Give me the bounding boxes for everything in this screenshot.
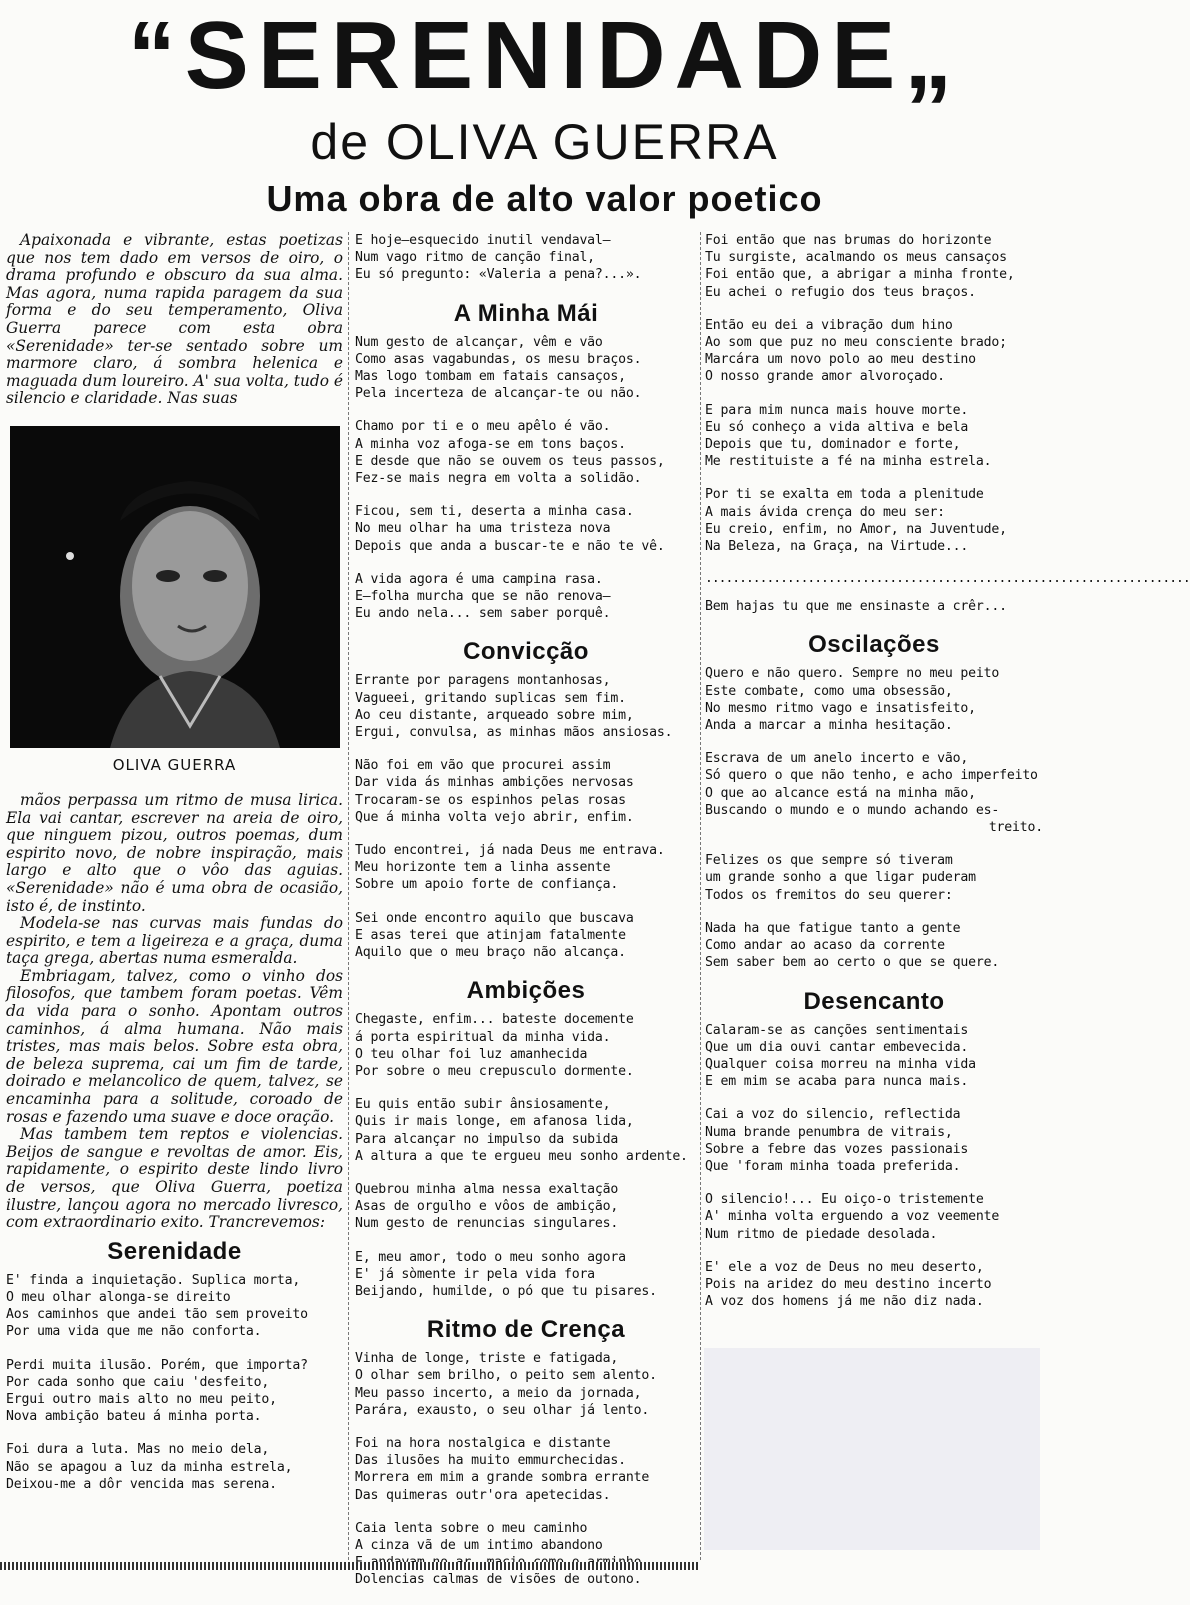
stanza	[705, 920, 1043, 972]
stanza	[705, 402, 1043, 471]
poem-line: E' ele a voz de Deus no meu deserto,	[705, 1259, 984, 1275]
poem-line: E asas terei que atinjam fatalmente	[355, 927, 626, 943]
intro-paragraph: Modela-se nas curvas mais fundas do espirito, e tem a ligeireza e a graça, duma taça grega, abertas numa esmeralda.	[6, 914, 343, 968]
poem-line: Não se apagou a luz da minha estrela,	[6, 1459, 293, 1475]
bottom-border	[0, 1562, 700, 1570]
poem-line: O silencio!... Eu oiço-o tristemente	[705, 1192, 984, 1208]
poem-line: Por sobre o meu crepusculo dormente.	[355, 1063, 634, 1079]
stanza	[705, 1259, 1043, 1311]
poem-line: O olhar sem brilho, o peito sem alento.	[355, 1368, 657, 1384]
poem-line: Meu horizonte tem a linha assente	[355, 860, 611, 876]
poem-line: A vida agora é uma campina rasa.	[355, 571, 603, 587]
poem-line: A' minha volta erguendo a voz veemente	[705, 1209, 1000, 1225]
poem-line: Todos os fremitos do seu querer:	[705, 887, 953, 903]
poem-line: Escrava de um anelo incerto e vão,	[705, 751, 969, 767]
stanza	[355, 503, 697, 555]
poem-line: Foi na hora nostalgica e distante	[355, 1435, 611, 1451]
stanza	[355, 1181, 697, 1233]
poem-line: Vagueei, gritando suplicas sem fim.	[355, 690, 626, 706]
poem-line: Numa brande penumbra de vitrais,	[705, 1124, 953, 1140]
stanza	[6, 1272, 343, 1341]
poem-line: Eu achei o refugio dos teus braços.	[705, 284, 976, 300]
poem-line: Sem saber bem ao certo o que se quere.	[705, 955, 1000, 971]
poem-line: Aquilo que o meu braço não alcança.	[355, 945, 626, 961]
stanza	[355, 842, 697, 894]
stanza	[705, 852, 1043, 904]
poem-line: A cinza vã de um intimo abandono	[355, 1537, 603, 1553]
poem-line: Aos caminhos que andei tão sem proveito	[6, 1307, 308, 1323]
poem-title: Desencanto	[803, 987, 945, 1015]
poem-line: Eu quis então subir ânsiosamente,	[355, 1097, 611, 1113]
poem-line: A altura a que te ergueu meu sonho ardente.	[355, 1148, 688, 1164]
poem-line: Nova ambição bateu á minha porta.	[6, 1409, 262, 1425]
column-divider	[700, 232, 701, 1560]
stanza	[6, 1441, 343, 1493]
poem-line: Eu só conheço a vida altiva e bela	[705, 419, 969, 435]
intro-paragraph: Apaixonada e vibrante, estas poetizas que nos tem dado em versos de oiro, o drama profundo e obscuro da sua alma. Mas agora, numa rapida paragem da sua forma e do seu temperamento, Oliva Guerra parece com esta obra «Serenidade» ter-se sentado sobre um marmore claro, á sombra helenica e maguada dum loureiro. A' sua volta, tudo é silencio e claridade. Nas suas	[6, 231, 343, 408]
page-title: “SERENIDADE„	[127, 2, 962, 109]
poem-line: Num gesto de alcançar, vêm e vão	[355, 334, 603, 350]
stanza	[355, 910, 697, 962]
poem-title: Serenidade	[107, 1237, 242, 1265]
blank-area	[704, 1348, 1040, 1550]
poem-title: Oscilações	[808, 631, 940, 659]
poem-line: Ergui, convulsa, as minhas mãos ansiosas.	[355, 725, 673, 741]
poem-line: O teu olhar foi luz amanhecida	[355, 1046, 588, 1062]
poem-line: Quebrou minha alma nessa exaltação	[355, 1181, 619, 1197]
poem-line: Tudo encontrei, já nada Deus me entrava.	[355, 843, 665, 859]
poem-line: Foi então que nas brumas do horizonte	[705, 233, 992, 248]
poem-line: A minha voz afoga-se em tons baços.	[355, 436, 626, 452]
poem-line: Anda a marcar a minha hesitação.	[705, 718, 953, 734]
intro-paragraph: mãos perpassa um ritmo de musa lirica. Ela vai cantar, escrever na areia de oiro, que ninguem pizou, outros poemas, dum espirito novo, de nobre inspiração, mais largo e alto que o vôo das aguias. «Serenidade» não é uma obra de ocasião, isto é, de instinto.	[6, 790, 343, 915]
poem-line: Sobre um apoio forte de confiança.	[355, 877, 619, 893]
poem-line: Eu creio, enfim, no Amor, na Juventude,	[705, 521, 1007, 537]
poem-line: O que ao alcance está na minha mão,	[705, 785, 976, 801]
poem-line: Mas logo tombam em fatais cansaços,	[355, 369, 626, 385]
poem-line: Como asas vagabundas, os mesu braços.	[355, 351, 642, 367]
poem-line: E desde que não se ouvem os teus passos,	[355, 453, 665, 469]
poem-line: á porta espiritual da minha vida.	[355, 1029, 611, 1045]
stanza	[355, 1350, 697, 1419]
poem-line: Ao som que puz no meu consciente brado;	[705, 335, 1007, 351]
poem-line: Por ti se exalta em toda a plenitude	[705, 487, 984, 503]
poem-line: Depois que anda a buscar-te e não te vê.	[355, 538, 665, 554]
poem-line: Pois na aridez do meu destino incerto	[705, 1276, 992, 1292]
poem-line: Num gesto de renuncias singulares.	[355, 1216, 619, 1232]
column-divider	[348, 232, 349, 1560]
poem-line: Chegaste, enfim... bateste docemente	[355, 1012, 634, 1028]
poem-line: Morrera em mim a grande sombra errante	[355, 1470, 650, 1486]
stanza	[355, 1011, 697, 1080]
poem-line: Dar vida ás minhas ambições nervosas	[355, 775, 634, 791]
intro-paragraph: Embriagam, talvez, como o vinho dos filosofos, que tambem foram poetas. Vêm da vida para o sonho. Apontam outros caminhos, á alma humana. Não mais tristes, mas mais belos. Sobre esta obra, de beleza suprema, cai um fim de tarde, doirado e melancolico de quem, talvez, se encaminha para a solitude, coroado de rosas e fazendo uma suave e doce oração.	[6, 966, 343, 1126]
poem-line: Num vago ritmo de canção final,	[355, 250, 595, 266]
stanza	[705, 750, 1043, 836]
stanza	[355, 418, 697, 487]
poem-line: Asas de orgulho e vôos de ambição,	[355, 1199, 619, 1215]
poem-line: Depois que tu, dominador e forte,	[705, 437, 961, 453]
poem-line: Cai a voz do silencio, reflectida	[705, 1107, 961, 1123]
stanza	[705, 232, 1043, 301]
poem-line: Sei onde encontro aquilo que buscava	[355, 910, 634, 926]
intro-paragraph: Mas tambem tem reptos e violencias. Beijos de sangue e revoltas de amor. Eis, rapidamente, o espirito deste lindo livro de versos, que Oliva Guerra, poetiza ilustre, lançou agora no mercado livresco, com extraordinario exito. Trancrevemos:	[6, 1125, 343, 1232]
photo-caption: OLIVA GUERRA	[112, 755, 237, 774]
stanza	[705, 665, 1043, 734]
poem-line: Num ritmo de piedade desolada.	[705, 1226, 938, 1242]
stanza	[355, 232, 697, 284]
poem-line: Que 'foram minha toada preferida.	[705, 1158, 961, 1174]
poem-line: Para alcançar no impulso da subida	[355, 1131, 619, 1147]
poem-line: Por uma vida que me não conforta.	[6, 1324, 262, 1340]
stanza	[705, 486, 1043, 555]
stanza	[355, 757, 697, 826]
poem-line: E' finda a inquietação. Suplica morta,	[6, 1272, 301, 1288]
stanza	[355, 1249, 697, 1301]
poem-line: Buscando o mundo e o mundo achando es-	[705, 802, 1000, 818]
closing-line: Bem hajas tu que me ensinaste a crêr...	[705, 599, 1007, 615]
poem-line: Ergui outro mais alto no meu peito,	[6, 1392, 277, 1407]
poem-line: Das ilusões ha muito emmurchecidas.	[355, 1453, 626, 1469]
stanza	[705, 317, 1043, 386]
stanza	[355, 571, 697, 623]
poem-line: Nada ha que fatigue tanto a gente	[705, 920, 961, 936]
poem-line: Ficou, sem ti, deserta a minha casa.	[355, 504, 634, 520]
poem-title: Ritmo de Crença	[426, 1316, 626, 1344]
poem-line: um grande sonho a que ligar puderam	[705, 870, 976, 886]
poem-line: Que um dia ouvi cantar embevecida.	[705, 1039, 969, 1055]
poem-line: E hoje—esquecido inutil vendaval—	[355, 233, 611, 248]
poem-line: Eu só pregunto: «Valeria a pena?...».	[355, 267, 642, 283]
poem-line: Este combate, como uma obsessão,	[705, 683, 953, 699]
poem-line: Qualquer coisa morreu na minha vida	[705, 1056, 976, 1072]
poem-line: Felizes os que sempre só tiveram	[705, 853, 953, 869]
poem-line: Eu ando nela... sem saber porquê.	[355, 606, 611, 622]
poem-line: Quis ir mais longe, em afanosa lida,	[355, 1114, 634, 1130]
poem-line: Vinha de longe, triste e fatigada,	[355, 1351, 619, 1367]
stanza	[355, 1520, 697, 1589]
author-byline: de OLIVA GUERRA	[310, 114, 779, 170]
poem-line: Calaram-se as canções sentimentais	[705, 1022, 969, 1038]
author-photo	[10, 426, 340, 748]
poem-line: Por cada sonho que caiu 'desfeito,	[6, 1374, 270, 1390]
poem-line: Caia lenta sobre o meu caminho	[355, 1520, 588, 1536]
stanza	[705, 1191, 1043, 1243]
poem-line: Quero e não quero. Sempre no meu peito	[705, 666, 1000, 682]
poem-title: Ambições	[466, 977, 586, 1005]
stanza	[355, 672, 697, 741]
poem-line: Perdi muita ilusão. Porém, que importa?	[6, 1357, 308, 1373]
poem-line: A mais ávida crença do meu ser:	[705, 504, 945, 520]
poem-line: Dolencias calmas de visões de outono.	[355, 1572, 642, 1588]
poem-line: Pela incerteza de alcançar-te ou não.	[355, 386, 642, 402]
poem-line: E, meu amor, todo o meu sonho agora	[355, 1249, 626, 1265]
stanza	[705, 1106, 1043, 1175]
poem-line: Parára, exausto, o seu olhar já lento.	[355, 1402, 650, 1418]
poem-line: Sobre a febre das vozes passionais	[705, 1141, 969, 1157]
poem-line: Marcára um novo polo ao meu destino	[705, 352, 976, 368]
poem-line: O meu olhar alonga-se direito	[6, 1289, 231, 1305]
poem-line: E—folha murcha que se não renova—	[355, 589, 611, 605]
stanza	[355, 334, 697, 403]
poem-line: Beijando, humilde, o pó que tu pisares.	[355, 1283, 657, 1299]
poem-line: Deixou-me a dôr vencida mas serena.	[6, 1476, 277, 1492]
poem-line: Então eu dei a vibração dum hino	[705, 317, 953, 333]
poem-line: Ao ceu distante, arqueado sobre mim,	[355, 707, 634, 723]
poem-line: No mesmo ritmo vago e insatisfeito,	[705, 700, 976, 716]
dotted-separator: .......................................................................	[705, 571, 1190, 587]
poem-line: Fez-se mais negra em volta a solidão.	[355, 471, 642, 487]
poem-line: Só quero o que não tenho, e acho imperfeito	[705, 768, 1038, 784]
poem-line: Na Beleza, na Graça, na Virtude...	[705, 539, 969, 555]
poem-line: Meu passo incerto, a meio da jornada,	[355, 1385, 642, 1401]
column-1	[6, 232, 343, 1509]
stanza	[705, 1022, 1043, 1091]
poem-line: Não foi em vão que procurei assim	[355, 758, 611, 774]
column-3	[705, 232, 1190, 1326]
poem-title: A Minha Mái	[453, 299, 599, 327]
stanza	[6, 1357, 343, 1426]
stanza	[355, 1096, 697, 1165]
poem-line: Como andar ao acaso da corrente	[705, 938, 945, 954]
poem-line: Das quimeras outr'ora apetecidas.	[355, 1487, 611, 1503]
poem-line: Errante por paragens montanhosas,	[355, 673, 611, 689]
poem-line: A voz dos homens já me não diz nada.	[705, 1294, 984, 1310]
poem-line: Tu surgiste, acalmando os meus cansaços	[705, 250, 1007, 266]
poem-line: Foi dura a luta. Mas no meio dela,	[6, 1442, 270, 1458]
poem-line: O nosso grande amor alvoroçado.	[705, 369, 945, 385]
poem-line: E para mim nunca mais houve morte.	[705, 402, 969, 418]
poem-line: Que á minha volta vejo abrir, enfim.	[355, 809, 634, 825]
poem-line: E em mim se acaba para nunca mais.	[705, 1074, 969, 1090]
poem-line: Trocaram-se os espinhos pelas rosas	[355, 792, 626, 808]
poem-title: Convicção	[463, 638, 589, 666]
poem-line: Foi então que, a abrigar a minha fronte,	[705, 267, 1015, 283]
poem-line: E' já sòmente ir pela vida fora	[355, 1266, 595, 1282]
article-subtitle: Uma obra de alto valor poetico	[266, 178, 823, 219]
column-2	[355, 232, 697, 1605]
poem-line: Me restituiste a fé na minha estrela.	[705, 454, 992, 470]
poem-line: No meu olhar ha uma tristeza nova	[355, 521, 611, 537]
stanza	[355, 1435, 697, 1504]
poem-line: treito.	[988, 820, 1043, 836]
poem-line: Chamo por ti e o meu apêlo é vão.	[355, 419, 611, 435]
